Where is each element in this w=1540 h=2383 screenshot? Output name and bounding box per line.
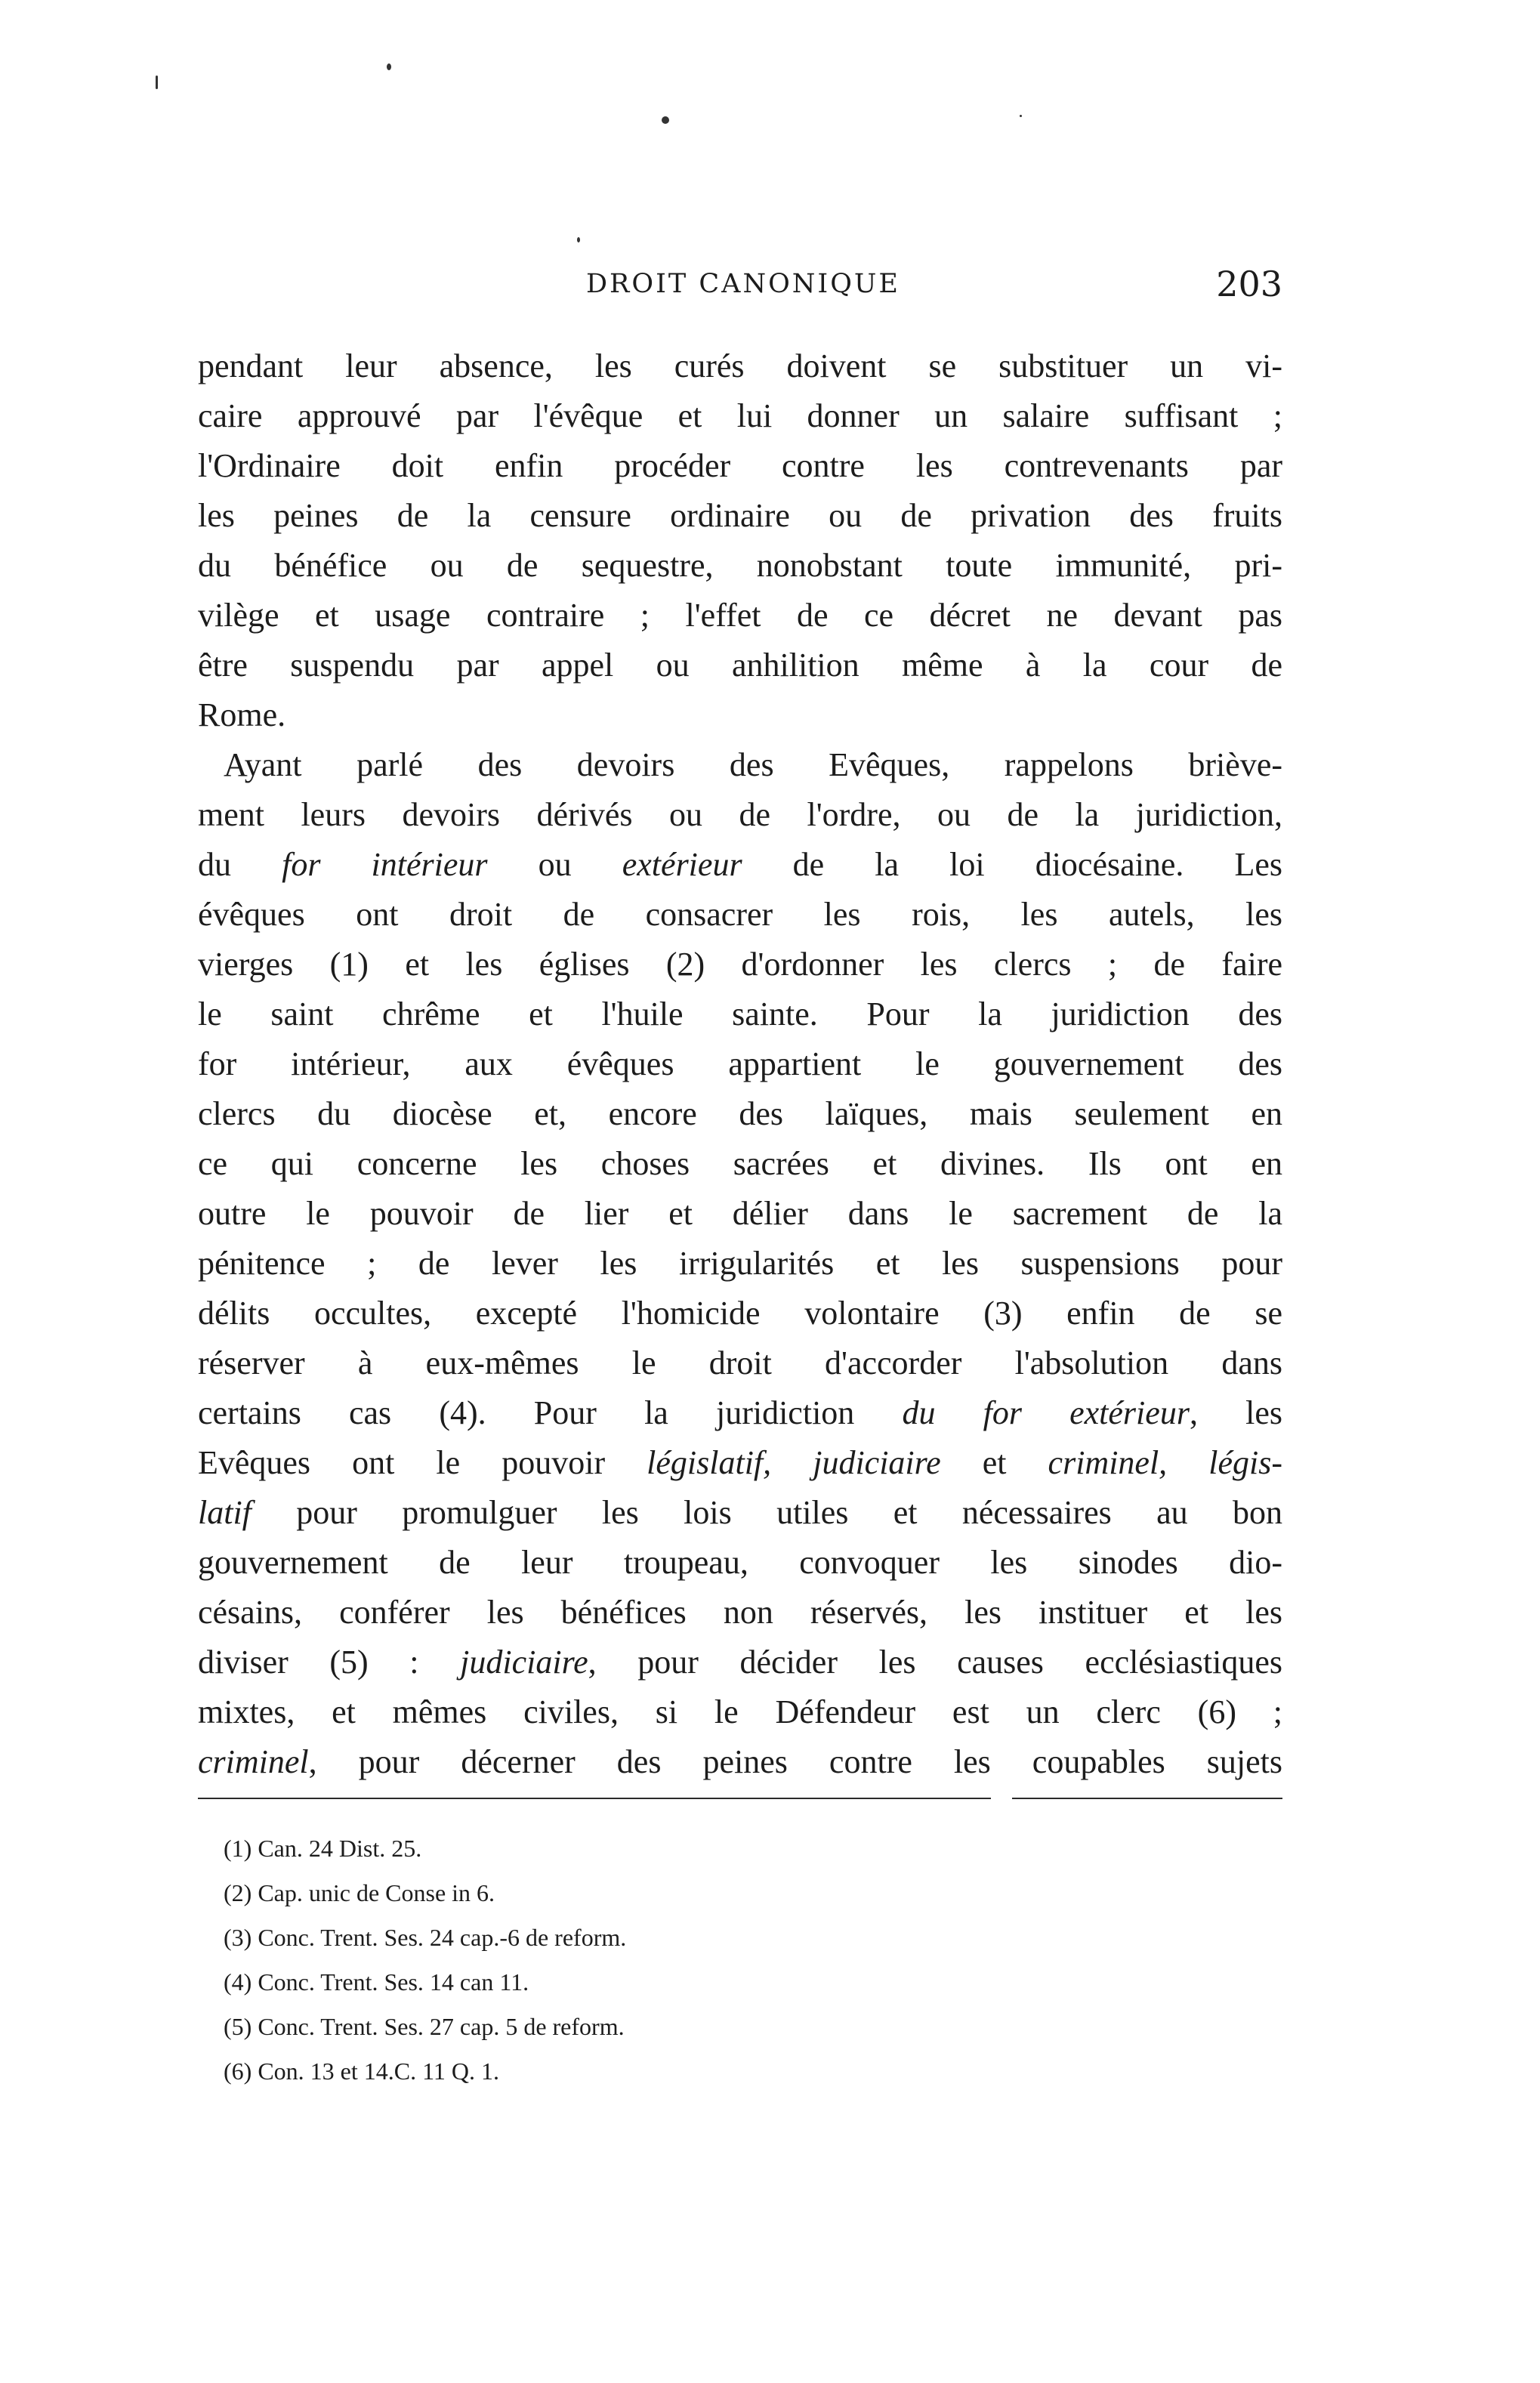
text-line: clercs du diocèse et, encore des laïques, mais seulement en: [198, 1095, 1282, 1132]
text-line: pendant leur absence, les curés doivent se substituer un vi-: [198, 347, 1282, 384]
text-line: évêques ont droit de consacrer les rois, les autels, les: [198, 896, 1282, 933]
text-line: Evêques ont le pouvoir législatif, judiciaire et criminel, légis-: [198, 1444, 1282, 1481]
footnote-5: (5) Conc. Trent. Ses. 27 cap. 5 de reform.: [224, 2013, 625, 2040]
text-line: outre le pouvoir de lier et délier dans le sacrement de la: [198, 1195, 1282, 1232]
text-line: for intérieur, aux évêques appartient le gouvernement des: [198, 1045, 1282, 1082]
text-line: vierges (1) et les églises (2) d'ordonner les clercs ; de faire: [198, 946, 1282, 983]
page-number: 203: [1216, 264, 1282, 304]
footnote-4: (4) Conc. Trent. Ses. 14 can 11.: [224, 1968, 529, 1996]
text-line: du bénéfice ou de sequestre, nonobstant toute immunité, pri-: [198, 547, 1282, 584]
text-line: gouvernement de leur troupeau, convoquer les sinodes dio-: [198, 1544, 1282, 1581]
text-line: latif pour promulguer les lois utiles et nécessaires au bon: [198, 1494, 1282, 1531]
text-line: Rome.: [198, 696, 286, 733]
text-line: ment leurs devoirs dérivés ou de l'ordre, ou de la juridiction,: [198, 796, 1282, 833]
footnotes: [224, 1826, 1130, 2094]
text-line: les peines de la censure ordinaire ou de privation des fruits: [198, 497, 1282, 534]
footnote-3: (3) Conc. Trent. Ses. 24 cap.-6 de reform.: [224, 1924, 627, 1951]
separator-rule-right: [1012, 1798, 1282, 1799]
text-line: caire approuvé par l'évêque et lui donner un salaire suffisant ;: [198, 397, 1282, 434]
footnote-separator: [198, 1798, 1282, 1802]
text-line: criminel, pour décerner des peines contre les coupables sujets: [198, 1743, 1282, 1780]
text-line: vilège et usage contraire ; l'effet de ce décret ne devant pas: [198, 597, 1282, 634]
text-line: l'Ordinaire doit enfin procéder contre les contrevenants par: [198, 447, 1282, 484]
text-line: pénitence ; de lever les irrigularités et les suspensions pour: [198, 1245, 1282, 1282]
body-text: [198, 341, 1282, 1787]
text-line: césains, conférer les bénéfices non réservés, les instituer et les: [198, 1594, 1282, 1631]
text-line: réserver à eux-mêmes le droit d'accorder l'absolution dans: [198, 1344, 1282, 1381]
text-line: du for intérieur ou extérieur de la loi diocésaine. Les: [198, 846, 1283, 883]
text-line: certains cas (4). Pour la juridiction du for extérieur, les: [198, 1394, 1282, 1431]
footnote-1: (1) Can. 24 Dist. 25.: [224, 1835, 422, 1862]
separator-rule-left: [198, 1798, 991, 1799]
text-line: délits occultes, excepté l'homicide volontaire (3) enfin de se: [198, 1295, 1282, 1332]
running-head: [204, 261, 1282, 307]
text-line: le saint chrême et l'huile sainte. Pour la juridiction des: [198, 995, 1282, 1033]
text-line: diviser (5) : judiciaire, pour décider les causes ecclésiastiques: [198, 1644, 1282, 1681]
footnote-6: (6) Con. 13 et 14.C. 11 Q. 1.: [224, 2057, 500, 2085]
text-line: mixtes, et mêmes civiles, si le Défendeur est un clerc (6) ;: [198, 1693, 1282, 1730]
footnote-2: (2) Cap. unic de Conse in 6.: [224, 1879, 495, 1906]
text-line: être suspendu par appel ou anhilition même à la cour de: [198, 647, 1282, 684]
text-line: ce qui concerne les choses sacrées et divines. Ils ont en: [198, 1145, 1282, 1182]
running-title: DROIT CANONIQUE: [586, 269, 900, 299]
text-line: Ayant parlé des devoirs des Evêques, rappelons briève-: [224, 746, 1282, 783]
